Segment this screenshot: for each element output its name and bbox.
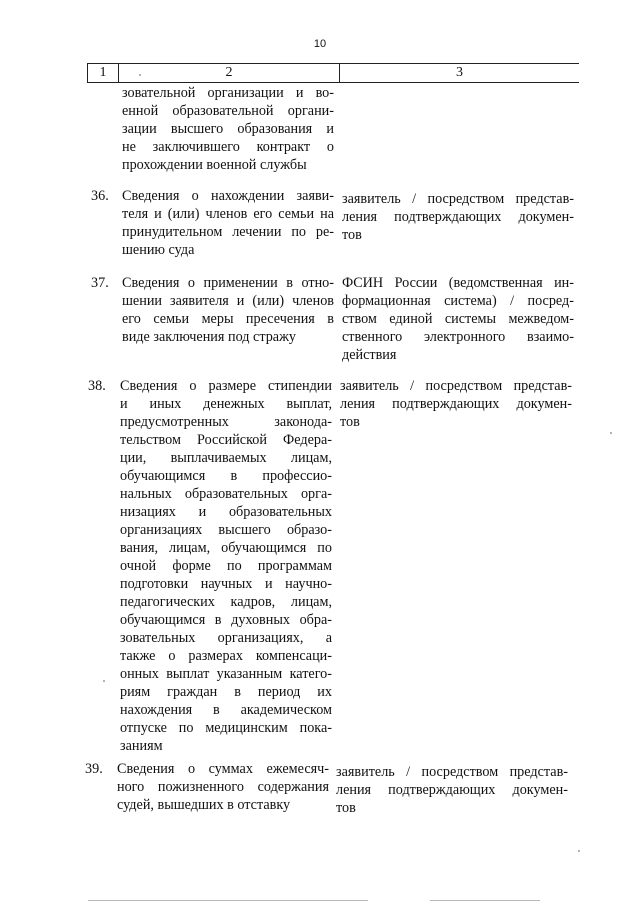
row-38-source — [340, 377, 572, 431]
text-line: ФСИН России (ведомственная ин- — [342, 275, 574, 291]
row-number-39: 39. — [85, 761, 103, 777]
text-line: принудительном лечении по ре- — [122, 224, 334, 240]
row-37-source — [342, 274, 574, 364]
text-line: вания, лицам, обучающимся по — [120, 540, 332, 556]
row-38-info — [120, 377, 332, 755]
text-line: также о размерах компенсаци- — [120, 648, 332, 664]
text-line: ления подтверждающих докумен- — [336, 782, 568, 798]
text-line: его семьи меры пресечения в — [122, 311, 334, 327]
text-line: прохождении военной службы — [122, 157, 307, 173]
row-37-info — [122, 274, 334, 346]
text-line: ного пожизненного содержания — [117, 779, 329, 795]
text-line: действия — [342, 347, 397, 363]
text-line: заявитель / посредством представ- — [336, 764, 568, 780]
text-line: педагогических кадров, лицам, — [120, 594, 332, 610]
row-39-source — [336, 763, 568, 817]
row-number-36: 36. — [91, 188, 109, 204]
table-header — [87, 63, 579, 83]
text-line: обучающимся в профессио- — [120, 468, 332, 484]
row-36-source — [342, 190, 574, 244]
text-line: судей, вышедших в отставку — [117, 797, 291, 813]
text-line: обучающимся в духовных обра- — [120, 612, 332, 628]
text-line: предусмотренных законода- — [120, 414, 332, 430]
text-line: Сведения о применении в отно- — [122, 275, 334, 291]
bottom-scan-rule — [88, 900, 368, 901]
text-line: ления подтверждающих докумен- — [342, 209, 574, 225]
continuation-text — [122, 84, 334, 174]
text-line: онных выплат указанным катего- — [120, 666, 332, 682]
text-line: ления подтверждающих докумен- — [340, 396, 572, 412]
text-line: тов — [342, 227, 362, 243]
text-line: заявитель / посредством представ- — [340, 378, 572, 394]
text-line: и иных денежных выплат, — [120, 396, 332, 412]
text-line: Сведения о нахождении заяви- — [122, 188, 334, 204]
text-line: нальных образовательных орга- — [120, 486, 332, 502]
row-number-38: 38. — [88, 378, 106, 394]
text-line: зовательной организации и во- — [122, 85, 334, 101]
text-line: ции, выплачиваемых лицам, — [120, 450, 332, 466]
scan-speck — [139, 74, 141, 76]
text-line: организациях высшего образо- — [120, 522, 332, 538]
row-number-37: 37. — [91, 275, 109, 291]
page-number: 10 — [313, 38, 327, 50]
header-col2: 2 — [119, 64, 340, 82]
text-line: заниям — [120, 738, 163, 754]
text-line: ственного электронного взаимо- — [342, 329, 574, 345]
text-line: риям граждан в период их — [120, 684, 332, 700]
text-line: нахождения в академическом — [120, 702, 332, 718]
text-line: тов — [336, 800, 356, 816]
text-line: енной образовательной органи- — [122, 103, 334, 119]
scan-speck — [610, 432, 612, 434]
text-line: зовательных организациях, а — [120, 630, 332, 646]
text-line: Сведения о суммах ежемесяч- — [117, 761, 329, 777]
row-39-info — [117, 760, 329, 814]
text-line: формационная система) / посред- — [342, 293, 574, 309]
text-line: очной форме по программам — [120, 558, 332, 574]
header-col3: 3 — [456, 65, 463, 80]
header-col1: 1 — [88, 64, 119, 82]
text-line: заявитель / посредством представ- — [342, 191, 574, 207]
text-line: Сведения о размере стипендии — [120, 378, 332, 394]
text-line: шении заявителя и (или) членов — [122, 293, 334, 309]
text-line: отпуске по медицинским пока- — [120, 720, 332, 736]
text-line: тельством Российской Федера- — [120, 432, 332, 448]
text-line: теля и (или) членов его семьи на — [122, 206, 334, 222]
scan-speck — [578, 850, 580, 852]
text-line: виде заключения под стражу — [122, 329, 296, 345]
text-line: зации высшего образования и — [122, 121, 334, 137]
text-line: тов — [340, 414, 360, 430]
text-line: подготовки научных и научно- — [120, 576, 332, 592]
text-line: не заключившего контракт о — [122, 139, 334, 155]
bottom-scan-rule — [430, 900, 540, 901]
row-36-info — [122, 187, 334, 259]
text-line: низациях и образовательных — [120, 504, 332, 520]
text-line: шению суда — [122, 242, 195, 258]
text-line: ством единой системы межведом- — [342, 311, 574, 327]
scan-speck — [103, 680, 105, 682]
